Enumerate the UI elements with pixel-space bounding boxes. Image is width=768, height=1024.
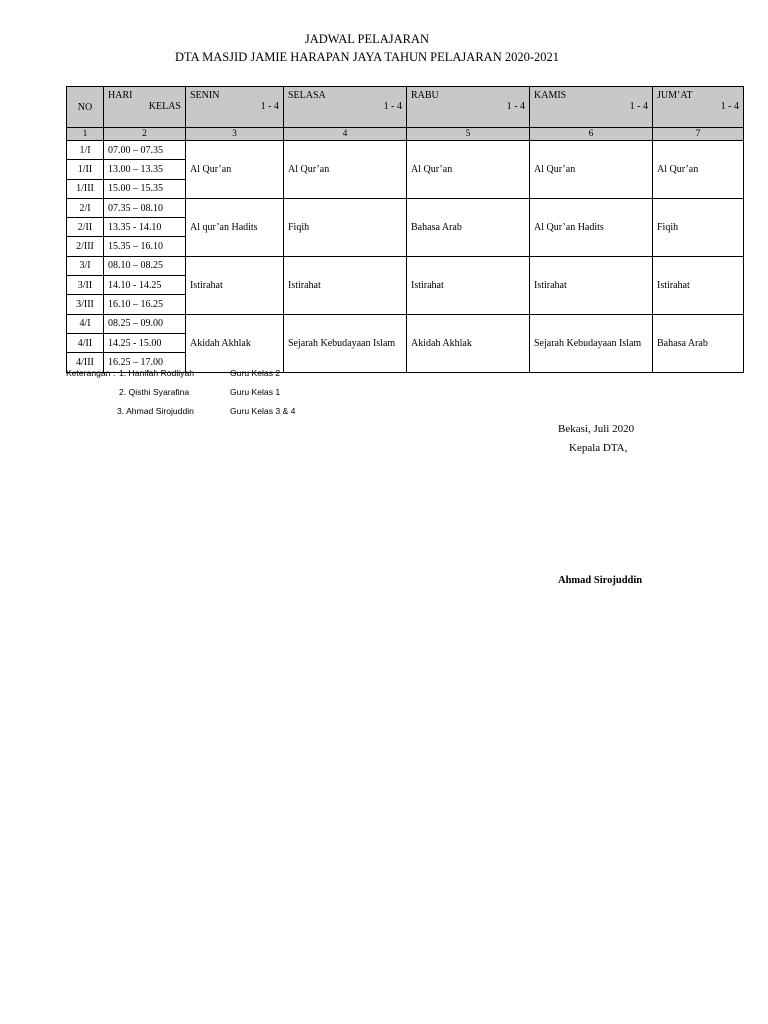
table-row: [67, 198, 744, 217]
note-role: Guru Kelas 3 & 4: [230, 406, 296, 416]
day-range: 1 - 4: [383, 101, 402, 112]
subject-cell: Istirahat: [284, 256, 407, 314]
period-number: 1/I: [67, 141, 104, 160]
period-number: 2/I: [67, 198, 104, 217]
column-number: 4: [284, 128, 407, 141]
header-day-jumat: [653, 87, 744, 128]
period-time: 13.35 - 14.10: [104, 218, 186, 237]
table-row: [67, 141, 744, 160]
subject-cell: Sejarah Kebudayaan Islam: [284, 314, 407, 372]
column-number: 3: [186, 128, 284, 141]
header-hari-kelas: [104, 87, 186, 128]
note-name: 2. Qisthi Syarafina: [119, 387, 190, 397]
period-time: 07.35 – 08.10: [104, 198, 186, 217]
day-range: 1 - 4: [506, 101, 525, 112]
subject-cell: Fiqih: [653, 198, 744, 256]
header-day-selasa: [284, 87, 407, 128]
page-subtitle: DTA MASJID JAMIE HARAPAN JAYA TAHUN PELAJARAN 2020-2021: [174, 50, 560, 64]
note-name: 3. Ahmad Sirojuddin: [117, 406, 194, 416]
period-number: 1/II: [67, 160, 104, 179]
period-time: 14.25 - 15.00: [104, 333, 186, 352]
period-time: 16.25 – 17.00: [104, 353, 186, 372]
period-number: 2/III: [67, 237, 104, 256]
signature-place-date: Bekasi, Juli 2020: [558, 423, 635, 435]
signature-position: Kepala DTA,: [569, 442, 628, 454]
subject-cell: Istirahat: [653, 256, 744, 314]
period-number: 3/I: [67, 256, 104, 275]
subject-cell: Al qur’an Hadits: [186, 198, 284, 256]
header-row: [67, 87, 744, 128]
notes-prefix: Keterangan :: [66, 368, 116, 378]
subject-cell: Istirahat: [530, 256, 653, 314]
subject-cell: Al Qur’an: [653, 141, 744, 199]
subject-cell: Al Qur’an: [407, 141, 530, 199]
table-row: [67, 256, 744, 275]
subject-cell: Istirahat: [186, 256, 284, 314]
day-range: 1 - 4: [720, 101, 739, 112]
day-name: KAMIS: [534, 90, 567, 101]
header-day-rabu: [407, 87, 530, 128]
day-range: 1 - 4: [629, 101, 648, 112]
period-time: 15.00 – 15.35: [104, 179, 186, 198]
subject-cell: Bahasa Arab: [407, 198, 530, 256]
subject-cell: Al Qur’an: [284, 141, 407, 199]
period-time: 13.00 – 13.35: [104, 160, 186, 179]
note-role: Guru Kelas 2: [230, 368, 281, 378]
subject-cell: Sejarah Kebudayaan Islam: [530, 314, 653, 372]
day-name: SENIN: [190, 90, 220, 101]
period-time: 08.25 – 09.00: [104, 314, 186, 333]
column-number: 5: [407, 128, 530, 141]
period-time: 14.10 - 14.25: [104, 276, 186, 295]
table-row: [67, 314, 744, 333]
period-number: 4/I: [67, 314, 104, 333]
period-time: 07.00 – 07.35: [104, 141, 186, 160]
period-number: 4/III: [67, 353, 104, 372]
subject-cell: Al Qur’an: [530, 141, 653, 199]
header-kelas: KELAS: [148, 101, 181, 112]
day-name: RABU: [411, 90, 439, 101]
period-time: 16.10 – 16.25: [104, 295, 186, 314]
header-day-kamis: [530, 87, 653, 128]
schedule-table: [66, 86, 744, 373]
note-role: Guru Kelas 1: [230, 387, 281, 397]
column-number: 7: [653, 128, 744, 141]
column-number: 1: [67, 128, 104, 141]
period-number: 4/II: [67, 333, 104, 352]
day-name: SELASA: [288, 90, 326, 101]
period-number: 2/II: [67, 218, 104, 237]
subject-cell: Al Qur’an Hadits: [530, 198, 653, 256]
day-name: JUM’AT: [657, 90, 693, 101]
column-number: 2: [104, 128, 186, 141]
page-title: JADWAL PELAJARAN: [304, 32, 430, 46]
period-time: 08.10 – 08.25: [104, 256, 186, 275]
subject-cell: Fiqih: [284, 198, 407, 256]
subject-cell: Akidah Akhlak: [186, 314, 284, 372]
day-range: 1 - 4: [260, 101, 279, 112]
subject-cell: Akidah Akhlak: [407, 314, 530, 372]
period-number: 3/III: [67, 295, 104, 314]
subject-cell: Al Qur’an: [186, 141, 284, 199]
signature-name: Ahmad Sirojuddin: [558, 575, 643, 586]
period-number: 3/II: [67, 276, 104, 295]
column-number-row: [67, 128, 744, 141]
subject-cell: Bahasa Arab: [653, 314, 744, 372]
header-no: NO: [67, 87, 104, 128]
header-hari: HARI: [108, 90, 133, 101]
header-day-senin: [186, 87, 284, 128]
subject-cell: Istirahat: [407, 256, 530, 314]
period-number: 1/III: [67, 179, 104, 198]
note-name: 1. Hanifah Rodliyah: [119, 368, 195, 378]
period-time: 15.35 – 16.10: [104, 237, 186, 256]
column-number: 6: [530, 128, 653, 141]
